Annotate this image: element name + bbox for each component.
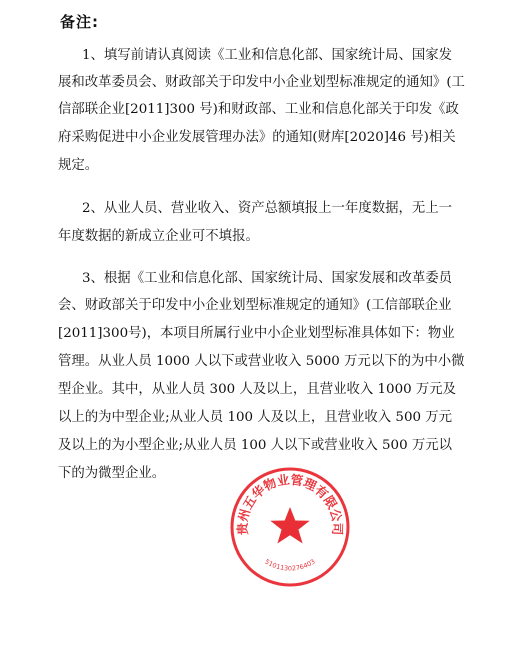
seal-star-icon bbox=[270, 507, 309, 544]
paragraph-1-line-4: 府采购促进中小企业发展管理办法》的通知(财库[2020]46 号)相关 bbox=[58, 130, 456, 145]
seal-code-text: 5101130276403 bbox=[263, 557, 317, 573]
paragraph-3-line-5: 型企业。其中，从业人员 300 人及以上，且营业收入 1000 万元及 bbox=[58, 382, 457, 397]
paragraph-3-line-3: [2011]300号)，本项目所属行业中小企业划型标准具体如下：物业 bbox=[58, 326, 455, 341]
paragraph-2-line-1: 2、从业人员、营业收入、资产总额填报上一年度数据，无上一 bbox=[82, 201, 453, 216]
paragraph-1-line-3: 信部联企业[2011]300 号)和财政部、工业和信息化部关于印发《政 bbox=[58, 102, 459, 117]
paragraph-3-line-4: 管理。从业人员 1000 人以下或营业收入 5000 万元以下的为中小微 bbox=[58, 354, 465, 369]
paragraph-3-line-8: 下的为微型企业。 bbox=[58, 466, 166, 481]
paragraph-3-line-7: 及以上的为小型企业;从业人员 100 人以下或营业收入 500 万元以 bbox=[58, 438, 453, 453]
paragraph-1-line-2: 展和改革委员会、财政部关于印发中小企业划型标准规定的通知》(工 bbox=[58, 75, 465, 90]
paragraph-3-line-2: 会、财政部关于印发中小企业划型标准规定的通知》(工信部联企业 bbox=[58, 298, 452, 313]
paragraph-1-line-1: 1、填写前请认真阅读《工业和信息化部、国家统计局、国家发 bbox=[82, 48, 453, 63]
paragraph-2-line-2: 年度数据的新成立企业可不填报。 bbox=[58, 229, 259, 244]
paragraph-3-line-1: 3、根据《工业和信息化部、国家统计局、国家发展和改革委员 bbox=[82, 271, 453, 286]
seal-ring-text: 贵州五华物业管理有限公司 bbox=[234, 471, 346, 536]
notes-heading: 备注: bbox=[60, 13, 99, 31]
company-seal-stamp bbox=[228, 465, 352, 589]
paragraph-3-line-6: 以上的为中型企业;从业人员 100 人及以上，且营业收入 500 万元 bbox=[58, 410, 453, 425]
paragraph-1-line-5: 规定。 bbox=[58, 158, 99, 173]
